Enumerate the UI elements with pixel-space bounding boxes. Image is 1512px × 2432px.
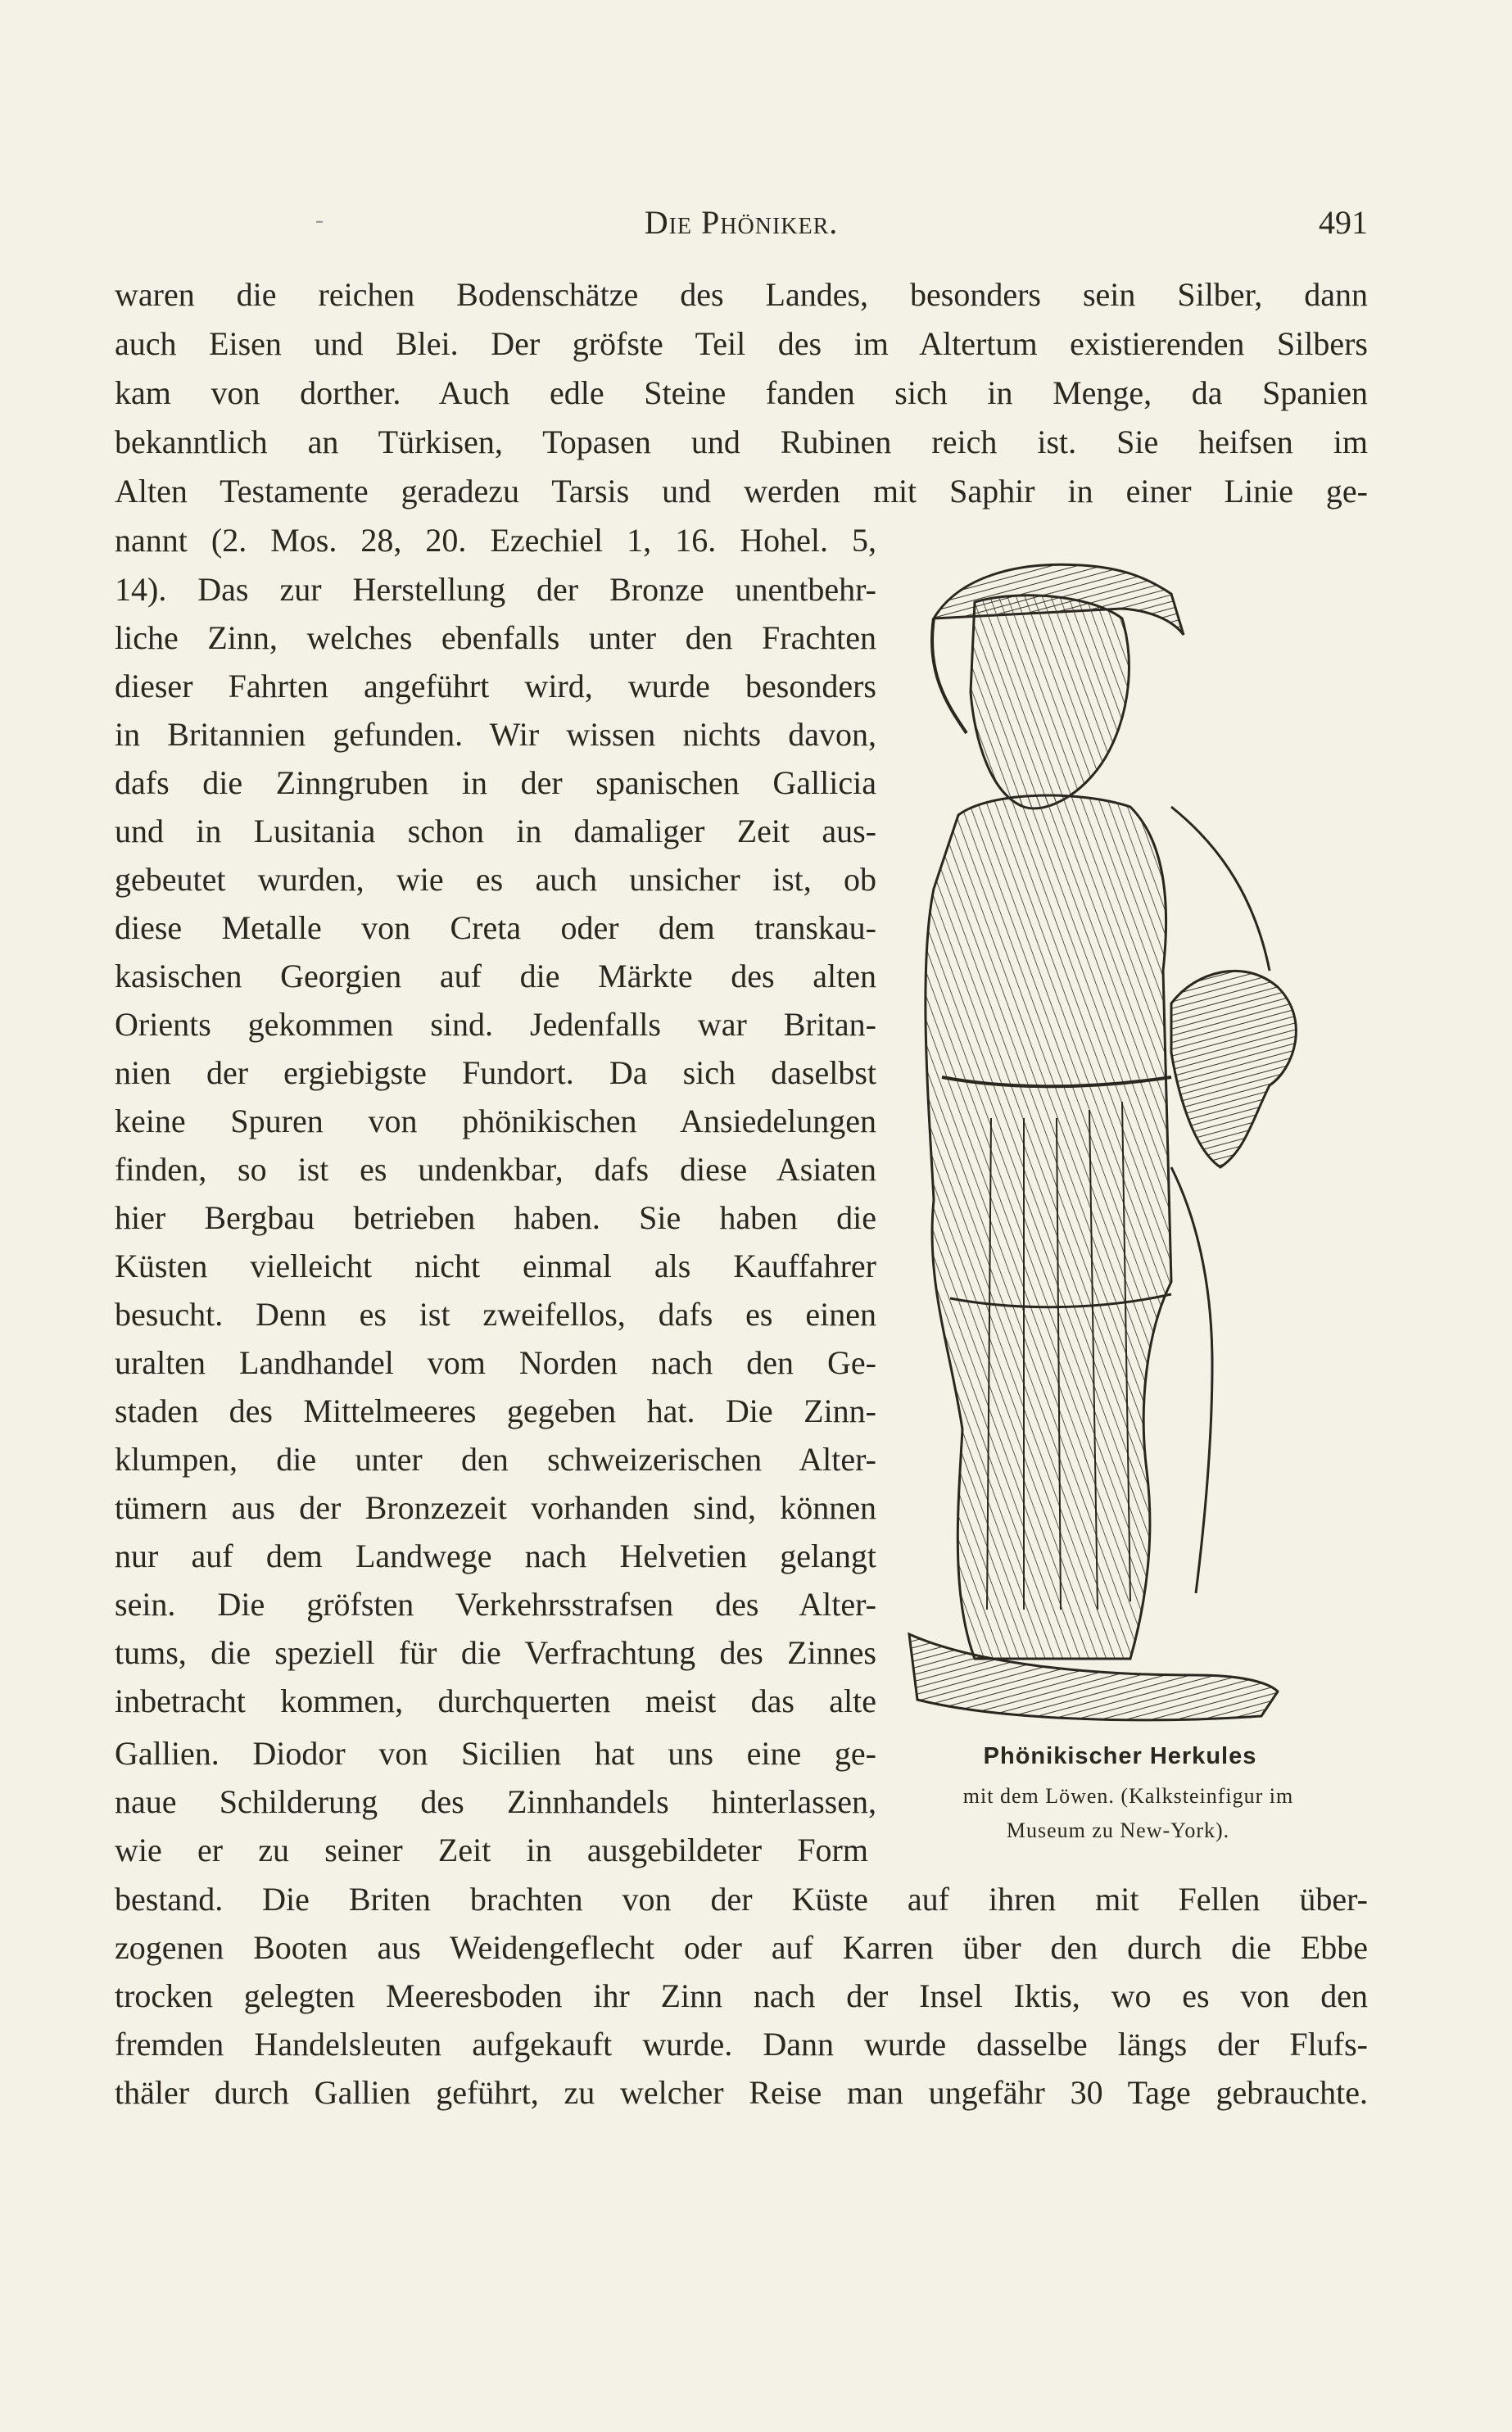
text-line: thäler durch Gallien geführt, zu welcher Reise man ungefähr 30 Tage gebrauchte. <box>115 2074 1368 2111</box>
text-line: nien der ergiebigste Fundort. Da sich daselbst <box>115 1054 876 1091</box>
text-line: nannt (2. Mos. 28, 20. Ezechiel 1, 16. Hohel. 5, <box>115 522 876 559</box>
text-line: auch Eisen und Blei. Der gröfste Teil des im Altertum existierenden Silbers <box>115 325 1368 362</box>
text-line: tums, die speziell für die Verfrachtung des Zinnes <box>115 1634 876 1671</box>
text-line: Alten Testamente geradezu Tarsis und werden mit Saphir in einer Linie ge- <box>115 473 1368 509</box>
text-line: besucht. Denn es ist zweifellos, dafs es einen <box>115 1296 876 1333</box>
text-line: uralten Landhandel vom Norden nach den Ge- <box>115 1344 876 1381</box>
chapter-title: Die Phöniker. <box>644 204 839 241</box>
text-line: und in Lusitania schon in damaliger Zeit aus- <box>115 813 876 849</box>
running-head <box>115 203 1368 252</box>
figure-caption-line: Museum zu New-York). <box>1006 1818 1230 1842</box>
text-line: finden, so ist es undenkbar, dafs diese Asiaten <box>115 1151 876 1188</box>
page-number: 491 <box>1319 204 1368 241</box>
text-line: fremden Handelsleuten aufgekauft wurde. Dann wurde dasselbe längs der Flufs- <box>115 2026 1368 2063</box>
text-line: dafs die Zinngruben in der spanischen Gallicia <box>115 764 876 801</box>
text-line: waren die reichen Bodenschätze des Landes, besonders sein Silber, dann <box>115 276 1368 313</box>
text-line: klumpen, die unter den schweizerischen Alter- <box>115 1441 876 1478</box>
text-line: hier Bergbau betrieben haben. Sie haben die <box>115 1199 876 1236</box>
text-line: kam von dorther. Auch edle Steine fanden sich in Menge, da Spanien <box>115 374 1368 411</box>
text-line: inbetracht kommen, durchquerten meist das alte <box>115 1682 876 1719</box>
text-line: nur auf dem Landwege nach Helvetien gelangt <box>115 1538 876 1574</box>
text-line: wie er zu seiner Zeit in ausgebildeter Form <box>115 1832 868 1868</box>
text-line: liche Zinn, welches ebenfalls unter den Frachten <box>115 619 876 656</box>
text-line: zogenen Booten aus Weidengeflecht oder auf Karren über den durch die Ebbe <box>115 1929 1368 1966</box>
text-line: gebeutet wurden, wie es auch unsicher ist, ob <box>115 861 876 898</box>
text-line: Gallien. Diodor von Sicilien hat uns eine ge- <box>115 1735 876 1772</box>
text-line: staden des Mittelmeeres gegeben hat. Die Zinn- <box>115 1393 876 1429</box>
figure-caption-line: mit dem Löwen. (Kalksteinfigur im <box>962 1784 1294 1808</box>
text-line: in Britannien gefunden. Wir wissen nichts davon, <box>115 716 876 753</box>
text-line: bestand. Die Briten brachten von der Küste auf ihren mit Fellen über- <box>115 1881 1368 1918</box>
text-line: sein. Die gröfsten Verkehrsstrafsen des Alter- <box>115 1586 876 1623</box>
text-line: naue Schilderung des Zinnhandels hinterlassen, <box>115 1783 876 1820</box>
header-dash: - <box>315 206 324 233</box>
text-line: diese Metalle von Creta oder dem transkau- <box>115 909 876 946</box>
text-line: Orients gekommen sind. Jedenfalls war Britan- <box>115 1006 876 1043</box>
figure-caption-title: Phönikischer Herkules <box>983 1743 1257 1769</box>
text-line: 14). Das zur Herstellung der Bronze unentbehr- <box>115 571 876 608</box>
text-line: kasischen Georgien auf die Märkte des alten <box>115 958 876 994</box>
text-line: dieser Fahrten angeführt wird, wurde besonders <box>115 668 876 704</box>
text-line: Küsten vielleicht nicht einmal als Kauffahrer <box>115 1248 876 1284</box>
herkules-statue-illustration <box>901 545 1360 1724</box>
text-line: tümern aus der Bronzezeit vorhanden sind, können <box>115 1489 876 1526</box>
text-line: bekanntlich an Türkisen, Topasen und Rubinen reich ist. Sie heifsen im <box>115 423 1368 460</box>
text-line: keine Spuren von phönikischen Ansiedelungen <box>115 1103 876 1139</box>
text-line: trocken gelegten Meeresboden ihr Zinn nach der Insel Iktis, wo es von den <box>115 1977 1368 2014</box>
